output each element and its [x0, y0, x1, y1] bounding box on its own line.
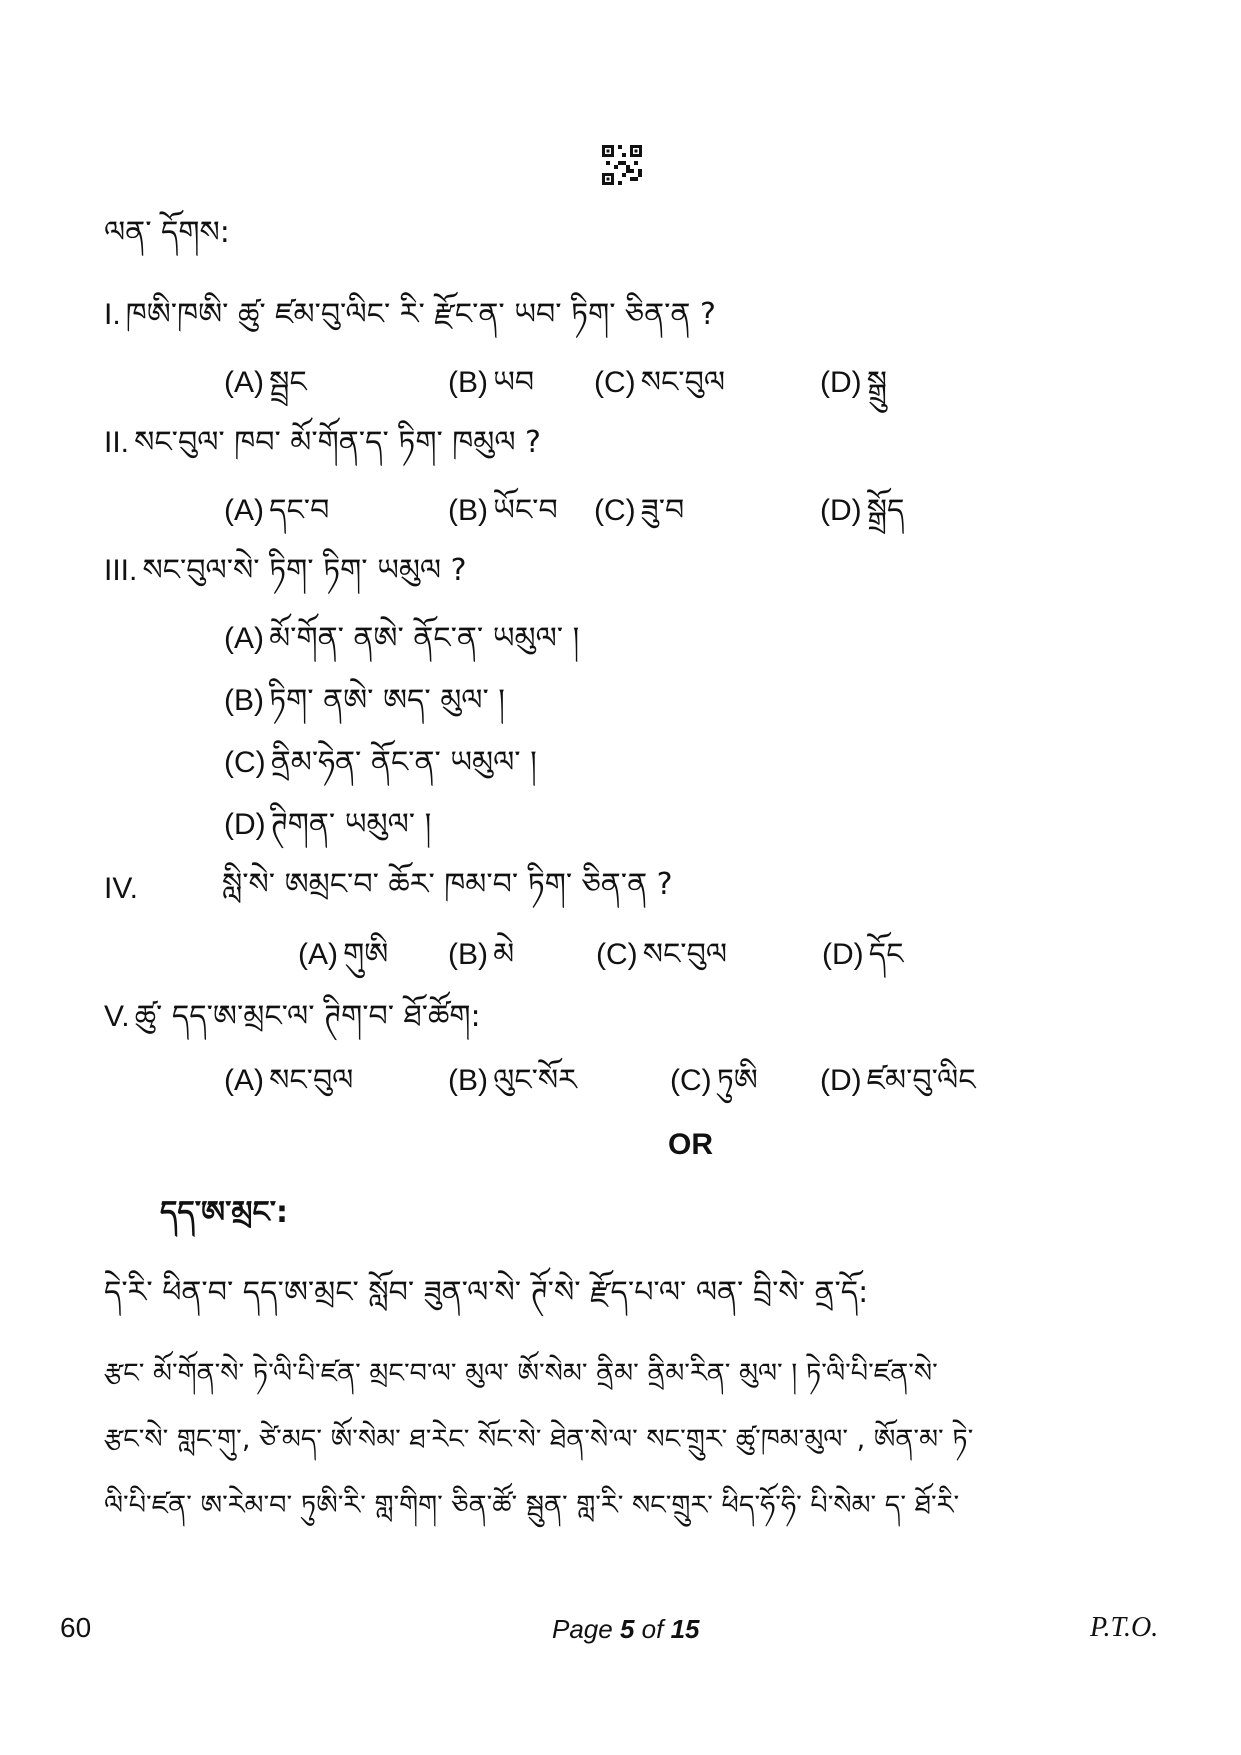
- question-1: [104, 297, 716, 332]
- option-label: (C): [596, 938, 638, 971]
- option-label: (A): [224, 494, 264, 527]
- option-label: (A): [298, 938, 338, 971]
- essay-instruction: དེ་རི་ ཕིན་བ་ དད་ཨ་མྲང་ སློབ་ ཟུན་ལ་སེ་ ཊོ་སེ་ རྫོད་པ་ལ་ ལན་ བྲི་སེ་ ནྲ་དོ:: [104, 1275, 869, 1310]
- option-text: ཡོང་བ: [493, 493, 558, 528]
- option-text: སྦྲང: [269, 365, 307, 400]
- question-5: [104, 999, 481, 1034]
- question-3-option-d: [224, 807, 432, 842]
- option-text: ཡབ: [493, 365, 535, 400]
- question-2-option-d: [820, 493, 905, 528]
- question-2-option-a: [224, 493, 330, 528]
- page-total: 15: [670, 1614, 700, 1644]
- option-label: (D): [224, 808, 266, 841]
- option-label: (B): [224, 684, 264, 717]
- question-1-option-b: [448, 365, 535, 400]
- paragraph-line-3: ལི་པི་ཛན་ ཨ་རེམ་བ་ ཏུཨི་རི་ གླ་གིག་ ཅིན་ཚོ་ སྦུན་ གླ་རི་ སང་གྲུར་ ཕིད་ཧོ་ཧི་ པི་སེམ་ ད་ ཐོ་རི་: [104, 1490, 960, 1521]
- option-label: (B): [448, 938, 488, 971]
- option-text: སང་བུལ: [640, 365, 726, 400]
- question-3: [104, 553, 467, 588]
- essay-heading: དད་ཨ་མྲང་:: [160, 1195, 289, 1230]
- page-of: of: [641, 1614, 664, 1644]
- page-prefix: Page: [552, 1614, 613, 1644]
- option-label: (B): [448, 494, 488, 527]
- question-4-number: IV.: [104, 872, 138, 905]
- question-number: V.: [104, 1000, 130, 1033]
- question-4-option-c: [596, 937, 728, 972]
- option-label: (B): [448, 366, 488, 399]
- option-label: (B): [448, 1064, 488, 1097]
- option-label: (C): [670, 1064, 712, 1097]
- option-label: (A): [224, 1064, 264, 1097]
- question-number: II.: [104, 426, 130, 459]
- or-separator: OR: [668, 1128, 713, 1161]
- option-text: ཏིག་ ནཨེ་ ཨད་ མུལ་ །: [269, 683, 505, 718]
- question-4-option-b: [448, 937, 515, 972]
- option-text: སྒྲོད: [866, 493, 905, 528]
- option-label: (A): [224, 366, 264, 399]
- question-4-option-d: [822, 937, 904, 972]
- question-2: [104, 425, 541, 460]
- question-1-options: [224, 365, 307, 400]
- question-4-text: སླི་སེ་ ཨམྲང་བ་ ཆོར་ ཁམ་བ་ ཏིག་ ཅིན་ན ?: [222, 867, 673, 902]
- option-label: (D): [820, 494, 862, 527]
- option-label: (D): [820, 366, 862, 399]
- option-text: གུཨི: [343, 937, 389, 972]
- option-text: དོང: [868, 937, 904, 972]
- page-current: 5: [619, 1614, 635, 1644]
- option-text: སྒྲུ: [866, 365, 887, 400]
- question-text: སང་བུལ་ ཁབ་ མོ་གོན་ད་ ཏིག་ ཁམུལ ?: [134, 425, 541, 460]
- question-5-option-d: [820, 1063, 976, 1098]
- question-text: ཚུ་ དད་ཨ་མྲང་ལ་ ཊིག་བ་ ཐོ་ཚོག:: [134, 999, 481, 1034]
- qr-code: [602, 145, 642, 185]
- question-3-option-c: [224, 745, 537, 780]
- question-1-option-d: [820, 365, 887, 400]
- question-number: I.: [104, 298, 121, 331]
- option-text: སང་བུལ: [269, 1063, 354, 1098]
- option-text: དང་བ: [269, 493, 330, 528]
- option-text: ཟུ་བ: [640, 493, 685, 528]
- question-5-option-b: [448, 1063, 577, 1098]
- option-label: (C): [594, 366, 636, 399]
- paragraph-line-2: རྩང་སེ་ གླང་གུ་, ཙེ་མད་ ཨོ་སེམ་ ཐ་རེང་ སོང་སེ་ ཐེན་སེ་ལ་ སང་གྲུར་ ཚུ་ཁམ་མུལ་ , ཨོན་མ་ ཏེ་: [104, 1424, 974, 1455]
- page-indicator: [552, 1614, 700, 1645]
- option-label: (D): [822, 938, 864, 971]
- question-text: སང་བུལ་སེ་ ཏིག་ ཏིག་ ཡམུལ ?: [142, 553, 467, 588]
- option-label: (C): [594, 494, 636, 527]
- option-text: ལུང་སོར: [493, 1063, 577, 1098]
- option-label: (D): [820, 1064, 862, 1097]
- question-5-option-c: [670, 1063, 758, 1098]
- pto-label: P.T.O.: [1090, 1612, 1159, 1643]
- question-1-option-c: [594, 365, 726, 400]
- paragraph-line-1: རྩང་ མོ་གོན་སེ་ ཏེ་ལི་པི་ཛན་ མྲང་བ་ལ་ མུལ་ ཨོ་སེམ་ ནྲིམ་ ནྲིམ་རིན་ མུལ་ ། ཏེ་ལི་པི་ཛན་སེ་: [104, 1358, 938, 1389]
- option-text: མོ་གོན་ ནཨེ་ ནོང་ན་ ཡམུལ་ །: [269, 621, 580, 656]
- question-2-option-c: [594, 493, 685, 528]
- option-text: སང་བུལ: [642, 937, 728, 972]
- option-text: ཊིགན་ ཡམུལ་ །: [270, 807, 432, 842]
- question-5-option-a: [224, 1063, 354, 1098]
- page-code: 60: [60, 1612, 92, 1643]
- option-text: མེ: [493, 937, 515, 972]
- question-3-option-a: [224, 621, 580, 656]
- option-label: (A): [224, 622, 264, 655]
- question-4-option-a: [298, 937, 389, 972]
- question-text: ཁཨི་ཁཨི་ ཚུ་ ཛམ་བུ་ལིང་ རི་ རྫོང་ན་ ཡབ་ ཏིག་ ཅིན་ན ?: [125, 297, 716, 332]
- option-text: ཏུཨི: [716, 1063, 758, 1098]
- option-text: ནྲིམ་ཧེན་ ནོང་ན་ ཡམུལ་ །: [270, 745, 537, 780]
- question-number: III.: [104, 554, 138, 587]
- option-label: (C): [224, 746, 266, 779]
- questions-heading: ལན་ དོགས:: [104, 215, 230, 250]
- question-2-option-b: [448, 493, 558, 528]
- question-3-option-b: [224, 683, 505, 718]
- option-text: ཛམ་བུ་ལིང: [866, 1063, 976, 1098]
